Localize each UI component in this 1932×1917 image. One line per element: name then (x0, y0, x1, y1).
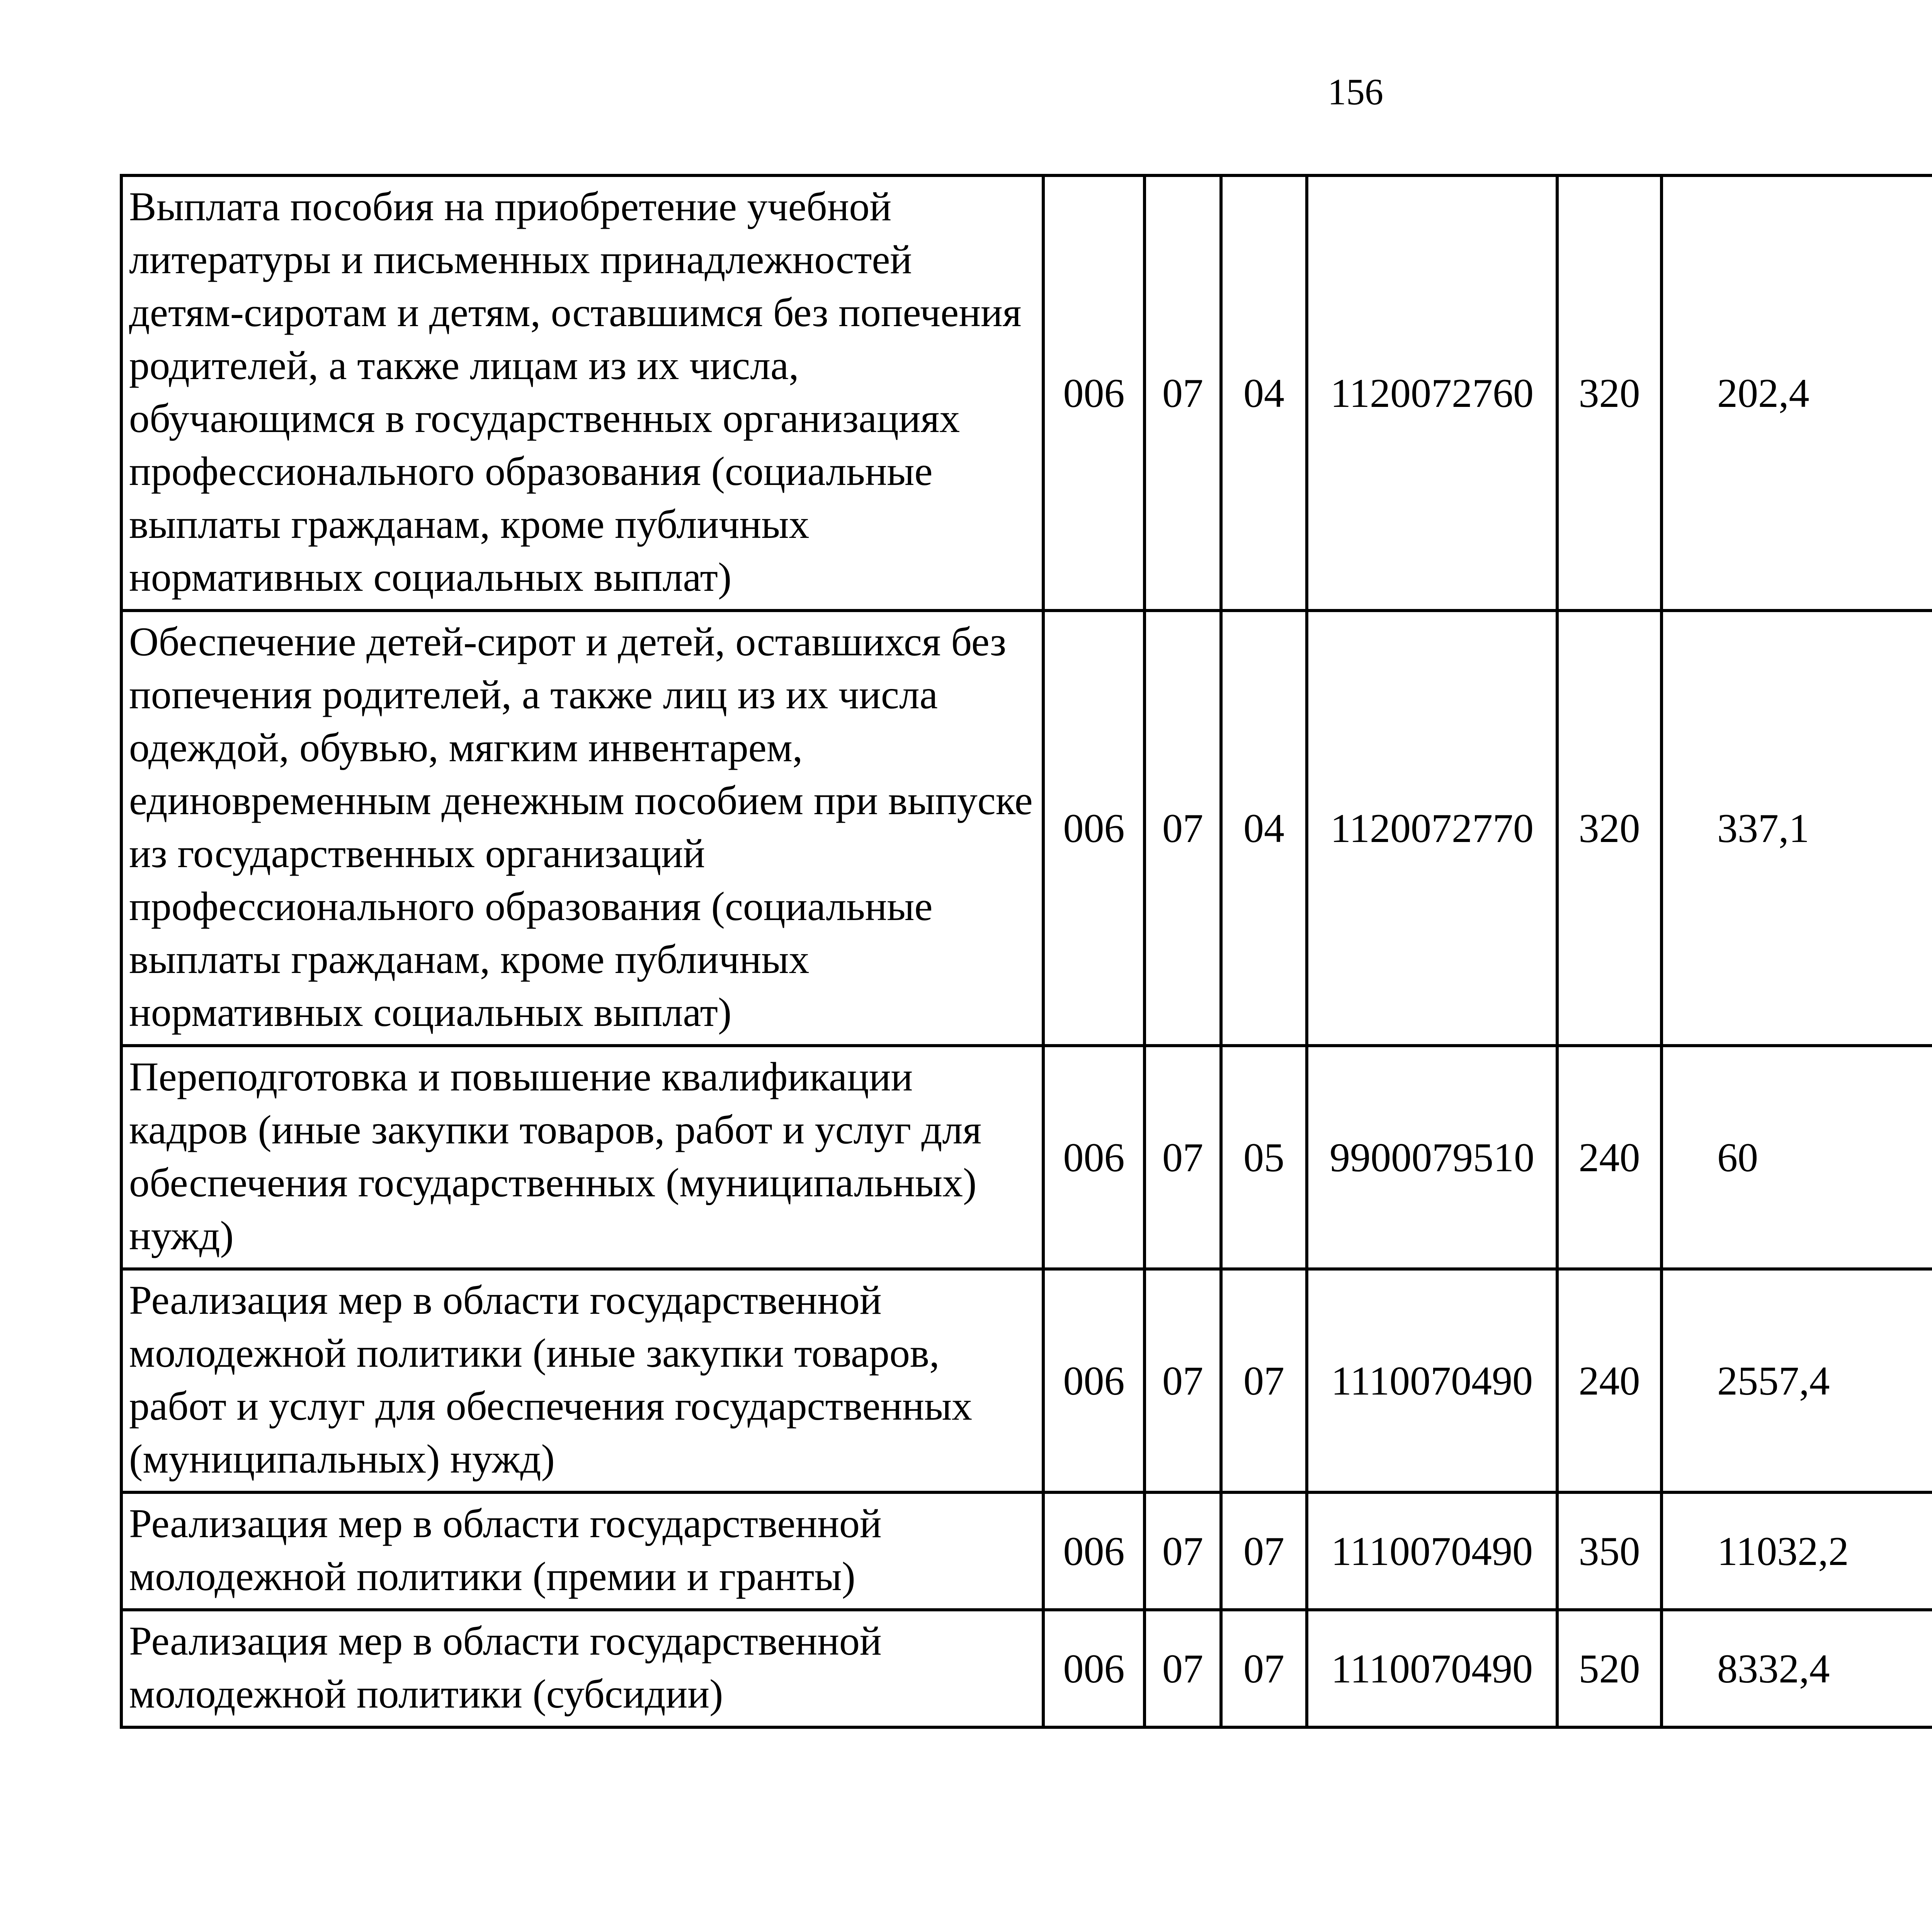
section-code: 07 (1145, 1610, 1221, 1727)
expense-type-code: 520 (1557, 1610, 1662, 1727)
amount-year-1: 8332,4 (1662, 1610, 1932, 1727)
row-description: Реализация мер в области государственной молодежной политики (субсидии) (121, 1610, 1043, 1727)
amount-year-1: 2557,4 (1662, 1269, 1932, 1492)
section-code: 07 (1145, 1046, 1221, 1269)
amount-year-1: 11032,2 (1662, 1492, 1932, 1610)
subsection-code: 04 (1221, 175, 1307, 611)
row-description: Реализация мер в области государственной молодежной политики (премии и гранты) (121, 1492, 1043, 1610)
subsection-code: 04 (1221, 611, 1307, 1046)
target-article-code: 1120072760 (1307, 175, 1557, 611)
row-description: Переподготовка и повышение квалификации кадров (иные закупки товаров, работ и услуг для обеспечения государственных (муниципальных) нужд) (121, 1046, 1043, 1269)
table-row (121, 1610, 1932, 1727)
table-row (121, 1269, 1932, 1492)
expense-type-code: 240 (1557, 1269, 1662, 1492)
expense-type-code: 320 (1557, 611, 1662, 1046)
row-description: Выплата пособия на приобретение учебной литературы и письменных принадлежностей детям-сиротам и детям, оставшимся без попечения родителей, а также лицам из их числа, обучающимся в государственных организациях профессионального образования (социальные выплаты гражданам, кроме публичных нормативных социальных выплат) (121, 175, 1043, 611)
subsection-code: 05 (1221, 1046, 1307, 1269)
ministry-code: 006 (1043, 1269, 1145, 1492)
section-code: 07 (1145, 611, 1221, 1046)
ministry-code: 006 (1043, 1046, 1145, 1269)
section-code: 07 (1145, 1269, 1221, 1492)
budget-table (120, 174, 1932, 1729)
table-row (121, 1046, 1932, 1269)
ministry-code: 006 (1043, 611, 1145, 1046)
table-row (121, 611, 1932, 1046)
section-code: 07 (1145, 175, 1221, 611)
expense-type-code: 240 (1557, 1046, 1662, 1269)
ministry-code: 006 (1043, 1610, 1145, 1727)
target-article-code: 9900079510 (1307, 1046, 1557, 1269)
section-code: 07 (1145, 1492, 1221, 1610)
row-description: Реализация мер в области государственной молодежной политики (иные закупки товаров, работ и услуг для обеспечения государственных (муниципальных) нужд) (121, 1269, 1043, 1492)
row-description: Обеспечение детей-сирот и детей, оставшихся без попечения родителей, а также лиц из их числа одеждой, обувью, мягким инвентарем, единовременным денежным пособием при выпуске из государственных организаций профессионального образования (социальные выплаты гражданам, кроме публичных нормативных социальных выплат) (121, 611, 1043, 1046)
ministry-code: 006 (1043, 175, 1145, 611)
table-row (121, 1492, 1932, 1610)
ministry-code: 006 (1043, 1492, 1145, 1610)
table-row (121, 175, 1932, 611)
subsection-code: 07 (1221, 1610, 1307, 1727)
target-article-code: 1110070490 (1307, 1269, 1557, 1492)
target-article-code: 1110070490 (1307, 1610, 1557, 1727)
page-number: 156 (1328, 71, 1383, 112)
target-article-code: 1120072770 (1307, 611, 1557, 1046)
amount-year-1: 60 (1662, 1046, 1932, 1269)
subsection-code: 07 (1221, 1269, 1307, 1492)
expense-type-code: 320 (1557, 175, 1662, 611)
subsection-code: 07 (1221, 1492, 1307, 1610)
expense-type-code: 350 (1557, 1492, 1662, 1610)
amount-year-1: 337,1 (1662, 611, 1932, 1046)
amount-year-1: 202,4 (1662, 175, 1932, 611)
target-article-code: 1110070490 (1307, 1492, 1557, 1610)
